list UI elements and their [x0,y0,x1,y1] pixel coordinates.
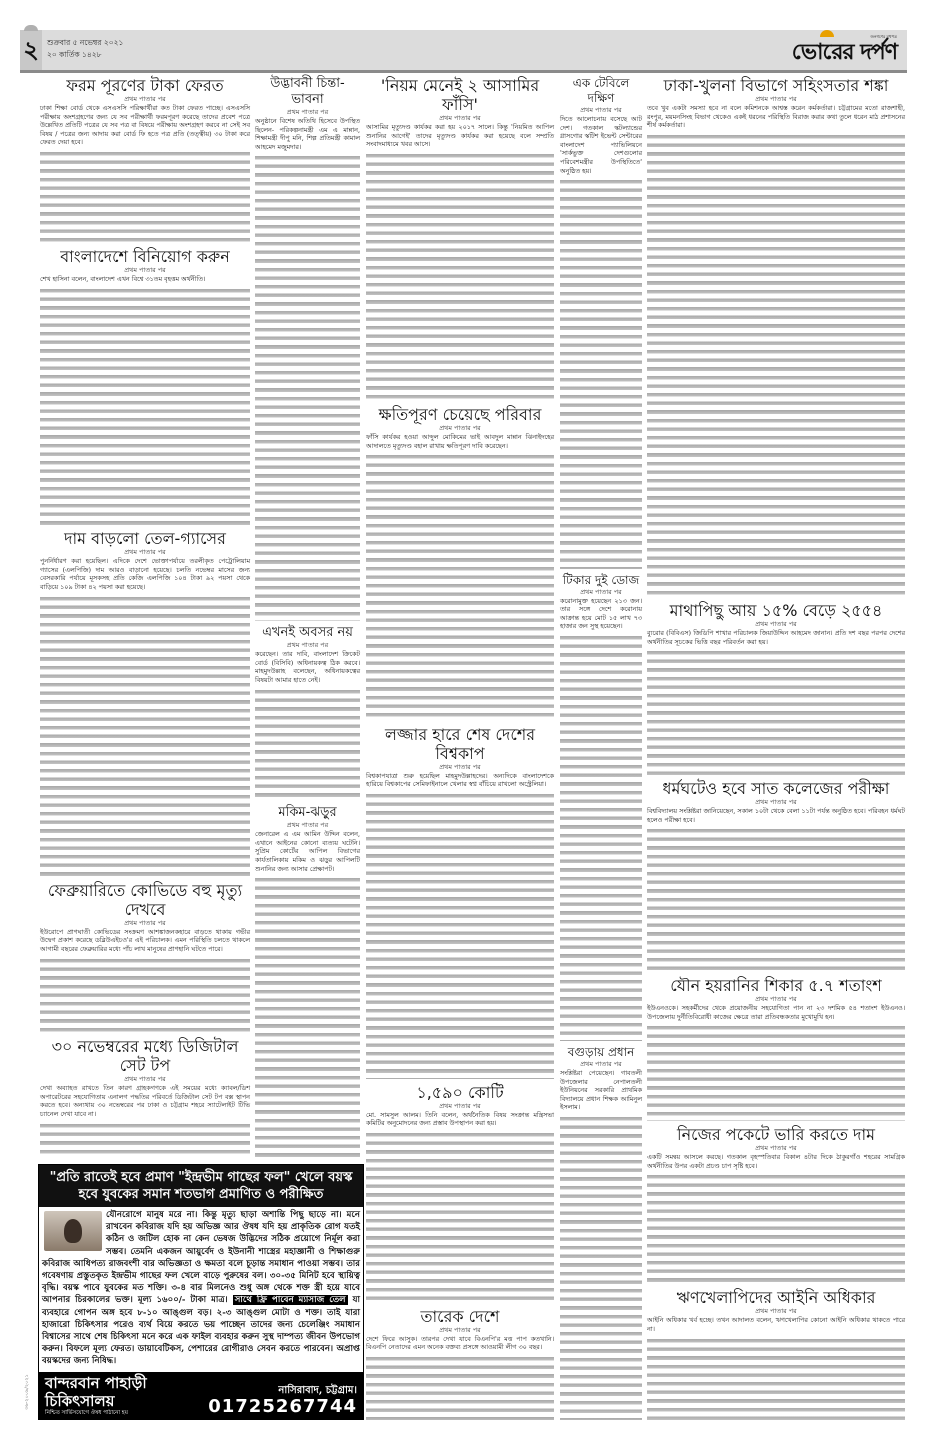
article-headline[interactable]: ফরম পূরণের টাকা ফেরত [66,76,224,95]
article-headline[interactable]: ১,৫৯০ কোটি [416,1082,504,1102]
article-headline[interactable]: মাথাপিছু আয় ১৫% বেড়ে ২৫৫৪ [669,601,883,621]
article-body: দেশে ফিরে আসুক। তারপর দেখা যাবে বিএনপি'র মত্ত পাপ কতখানি। বিএনপি নেতাদের এমন অনেক বক্তব্য প্রসঙ্গে আওয়ামী লীগ ৩০ বছর। [366,1334,554,1352]
article-body: একটি সমন্বয় আসলে করছে। গতকাল বৃহস্পতিবার বিকাল ৪টার দিকে ঠাকুরগাঁও শহরের সামগ্রিক অর্থনীতির উপর একটা প্রচণ্ড চাপ সৃষ্টি হবে। [647,1153,905,1170]
continued-label: প্রথম পাতার পর [580,106,622,114]
article-headline[interactable]: বগুড়ায় প্রধান [567,1045,635,1060]
article-invest [40,247,250,525]
page-header [20,30,907,73]
column-a [40,76,250,1158]
article-text-lines [647,1336,905,1420]
article-crore [366,1083,554,1303]
article-text-lines [560,1114,642,1420]
article-text-lines [560,177,642,569]
ad-body-end: যা ব্যবহারে গোপন অঙ্গ হবে ৮-১০ আঙ্গুল বড়। ২-৩ আঙ্গুল মোটা ও শক্ত। তাই যারা হাজারো চিকিৎসার পরেও ব্যর্থ বিয়ে করতে ভয় পাচ্ছেন তাদের জন্য চেলেঞ্জিং সমাধান বিশ্বাসের সাথে শেষ চিকিৎসা মনে করে এক ফাইল ব্যবহার করুন সুস্থ দাম্পত্য জীবন উপভোগ করুন। বিফলে মূল্য ফেরত। ডায়াবেটিকস, পেশারের রোগীরাও সেবন করতে পারবেন। অপ্রাপ্ত বয়স্কদের জন্য নিষিদ্ধ। [42,1295,361,1367]
article-headline[interactable]: লজ্জার হারে শেষ দেশের বিশ্বকাপ [384,724,536,763]
article-text-lines [366,452,554,720]
article-bogura [560,1045,642,1420]
article-body: অনুষ্ঠানে বিশেষ অতিথি হিসেবে উপস্থিত ছিলেন- পরিকল্পনামন্ত্রী এম এ মান্নান, শিক্ষামন্ত্রী দীপু মনি, শিল্প প্রতিমন্ত্রী কামাল আহমেদ মজুমদার। [255,117,360,151]
clinic-subtitle: নিশ্চিত সার্ভিসযোগে ঔষধ পাঠানো হয় [45,1409,128,1416]
logo-tagline: জনগণের মুখপত্র [870,34,897,39]
column-c [366,76,554,1420]
continued-label: প্রথম পাতার পর [124,1075,166,1084]
article-body: ব্যুরোর (বিবিএস) জিডিপি শাখার পরিচালক জিয়াউদ্দিন আহমেদ জানান। প্রতি দশ বছর পরপর দেশের অর্থনীতির সূচকের ভিত্তি বছর পরিবর্তন করা হয়। [647,629,905,646]
article-text-lines [40,1121,250,1159]
sun-icon [820,30,834,37]
article-headline[interactable]: বাংলাদেশে বিনিয়োগ করুন [60,247,230,267]
continued-label: প্রথম পাতার পর [439,1101,481,1110]
article-body: ফাঁসি কার্যকর হওয়া আব্দুল মোকিমের ভাই আবদুল মান্নান ঝিনাইদহের আদালতে মৃত্যুদণ্ড বহাল রাখায় ক্ষতিপূরণ দাবি করেছেন। [366,433,554,450]
article-body: দিতে আলোচনায় বসেছে আট দেশ। গতকাল স্কটল্যান্ডের গ্লাসগোর স্কটিশ ইভেন্ট সেন্টারের বাংলাদেশ প্যাভিলিয়নে 'সার্কভুক্ত দেশগুলোর পরিবেশমন্ত্রীর উপস্থিতিতে' অনুষ্ঠিত হয়। [560,115,642,175]
clinic-address: নাসিরাবাদ, চট্টগ্রাম। [278,1384,357,1396]
continued-label: প্রথম পাতার পর [124,548,166,557]
article-settop [40,1037,250,1158]
newspaper-logo [792,34,897,65]
article-text-lines [255,687,360,802]
article-body: মো. সামসুল আলম। তিনি বলেন, অর্থনৈতিক বিষয় সংক্রান্ত মন্ত্রিসভা কমিটির অনুমোদনের জন্য প্রস্তাব উপস্থাপন করা হয়। [366,1110,554,1128]
article-text-lines [647,1172,905,1284]
article-text-lines [647,648,905,775]
continued-label: প্রথম পাতার পর [286,108,329,116]
article-text-lines [366,151,554,401]
article-text-lines [560,633,642,1041]
article-body: জেনারেল এ এম আমিন উদ্দিন বলেন, এখানে আইনের কোনো ব্যত্যয় ঘটেনি। সুপ্রিম কোর্টের আপিল বিভাগের কার্যতালিকায় মকিম ও ঝড়ুর আপিলটি শুনানির জন্য আসার প্রেক্ষাপট। [255,830,360,873]
article-body: ঢাকা শিক্ষা বোর্ড থেকে এসএসসি পরিক্ষার্থীরা কত টাকা ফেরত পাচ্ছে। এসএসসি পরীক্ষায় অংশগ্রহণের জন্য যে সব পরীক্ষার্থী ফরমপূরণ করেছে তাদের প্রবেশ পত্রে উল্লেখিত প্রতিটি পত্রের যে সব পত্র বা বিষয়ে পরীক্ষায় অংশগ্রহণ করবে না সেই সব বিষয় / পত্রের জন্য আদায় করা বোর্ড ফি হতে পত্র প্রতি (তত্ত্বীয়) ৩০ টাকা করে ফেরত দেয়া হবে। [40,104,250,147]
date-bengali: ২০ কার্তিক ১৪২৮ [47,50,102,59]
article-table [560,76,642,569]
column-b [255,76,360,1158]
article-headline[interactable]: টিকার দুই ডোজ [562,572,640,587]
article-body: বিশ্ববিদ্যালয় সংশ্লিষ্টরা জানিয়েছেন, সকাল ১০টা থেকে বেলা ১১টা পর্যন্ত অনুষ্ঠিত হবে। পরিবহন ধর্মঘট হলেও পরীক্ষা হবে। [647,807,905,824]
ad-highlight: সাথে ফ্রি পাবেন ম্যাসাজ তেল [234,1295,346,1306]
article-text-lines [40,594,250,877]
article-text-lines [255,153,360,621]
article-headline[interactable]: ক্ষতিপূরণ চেয়েছে পরিবার [378,405,542,425]
article-body: দেখা অব্যাহত রাখতে তিন কারণ গ্রাহকগণকে এই সময়ের মধ্যে ক্যাবল/ডিশ অপারেটরের সহযোগিতায় এনালগ পদ্ধতির পরিবর্তে ডিজিটাল সেট টপ বক্স স্থাপন করতে হবে। অন্যথায় ৩০ নভেম্বরের পর ঢাকা ও চট্টগ্রাম শহরে স্যাটেলাইট টিভি চ্যানেল দেখা যাবে না। [40,1084,250,1118]
article-body: শেখ হাসিনা বলেন, বাংলাদেশ এখন বিশ্বে ৩১তম বৃহত্তম অর্থনীতি। [40,275,206,284]
article-text-lines [40,149,250,243]
article-text-lines [647,132,905,597]
ad-headline: "প্রতি রাতেই হবে প্রমাণ "ইন্দ্রভীম গাছের ফল" খেলে বয়স্ক হবে যুবকের সমান শতভাগ প্রমাণিত ও পরীক্ষিত [39,1165,363,1207]
article-headline[interactable]: ধর্মঘটেও হবে সাত কলেজের পরীক্ষা [662,779,890,799]
article-text-lines [647,826,905,972]
logo-text: ভোরের দর্পণ [791,39,897,65]
date-gregorian: শুক্রবার ৫ নভেম্বর ২০২১ [47,38,124,47]
article-headline[interactable]: তারেক দেশে [420,1306,500,1326]
clinic-phone: 01725267744 [208,1395,357,1417]
column-e [647,76,905,1420]
page-number: ২ [20,30,42,70]
article-retire [255,625,360,801]
article-harass [647,976,905,1121]
article-headline[interactable]: ঋণখেলাপিদের আইনি অধিকার [676,1288,876,1308]
continued-label: প্রথম পাতার পর [124,266,166,275]
article-body: ইউরোপে প্রাণঘাতী কোভিডের সংক্রমণ আশঙ্কাজনকহারে বাড়তে থাকায় গভীর উদ্বেগ প্রকাশ করেছে ডব্লিউএইচও'র এই পরিচালক। এমন পরিস্থিতি চলতে থাকলে আগামী বছরের ফেব্রুয়ারির মধ্যে পাঁচ লাখ মানুষের প্রাণহানি ঘটতে পারে। [40,927,250,953]
continued-label: প্রথম পাতার পর [755,95,797,103]
article-headline[interactable]: মকিম-ঝড়ুর [278,805,337,821]
continued-label: প্রথম পাতার পর [439,424,481,433]
article-body: আসামির মৃত্যুদণ্ড কার্যকর করা হয় ২০১৭ সালে। কিন্তু 'নিয়মিত আপিল শুনানির আগেই' তাদের মৃত্যুদণ্ড কার্যকর করা হয়েছে বলে সম্প্রতি সংবাদমাধ্যমে খবর আসে। [366,123,554,149]
article-body: তবে খুব একটা সমস্যা হবে না বলে কমিশনকে আশ্বস্ত করেন কর্মকর্তারা। চট্টগ্রামের মতো রাজশাহী, রংপুর, ময়মনসিংহ বিভাগ থেকেও একই ধরনের পরিস্থিতি বিরাজ করার কথা তুলে ধরেন মাঠ প্রশাসনের শীর্ষ কর্মকর্তারা। [647,104,905,130]
article-text-lines [255,875,360,1158]
article-headline[interactable]: ঢাকা-খুলনা বিভাগে সহিংসতার শঙ্কা [663,76,889,95]
continued-label: প্রথম পাতার পর [580,587,622,596]
continued-label: প্রথম পাতার পর [755,620,797,629]
article-vaccine [560,573,642,1041]
continued-label: প্রথম পাতার পর [124,95,166,103]
article-khoti [366,405,554,721]
continued-label: প্রথম পাতার পর [755,798,797,807]
article-text-lines [40,286,250,525]
continued-label: প্রথম পাতার পর [439,114,481,122]
clinic-name: বান্দরবান পাহাড়ী চিকিৎসালয় [45,1373,147,1410]
article-headline[interactable]: এখনই অবসর নয় [262,625,353,641]
continued-label: প্রথম পাতার পর [286,641,329,650]
ad-body-start: যৌনরোগে মানুষ মরে না। কিন্তু মৃত্যু ছাড়া অশান্তি পিছু ছাড়ে না। মনে রাখবেন কবিরাজ যদি হয় অভিজ্ঞ আর ঔষধ যদি হয় প্রাকৃতিক রোগ যতই কঠিন ও জটিল হোক না কেন ভেষজ উদ্ভিদের সঠিক প্রয়োগে নির্মূল করা সম্ভব। তেমনি একজন আয়ুর্বেদ ও ইউনানী শাস্ত্রের মহাজ্ঞানী ও শিক্ষাগুরু কবিরাজ আধিপত্য রাজবংশী বার অভিজ্ঞতা ও ক্ষমতা বলে চূড়ান্ত সমাধান পাওয়া সম্ভব। তার গবেষণায় প্রস্তুতকৃত ইন্দ্রভীম গাছের ফল খেলে বাড়ে পুরুষের বল। ৩০-৩৫ মিনিট হবে স্থায়িত্ব বৃদ্ধি। বয়স্ক পাবে যুবকের মত শক্তি। ৩-৪ বার মিলনেও শুধু অঙ্গ থেকে শক্ত স্ত্রী হয়ে যাবে আপনার চিরকালের ভক্ত। মূল্য ১৬০০/- টাকা মাত্র। [42,1210,360,1306]
continued-label: প্রথম পাতার পর [439,762,481,771]
ad-code: ৩৬-২০০৯/২০২১ [24,1374,30,1410]
article-body: ইউএনওকে। সহকর্মীদের থেকে প্রয়োজনীয় সহযোগিতা পান না ২৩ দশমিক ৫৪ শতাংশ ইউএনও। উপজেলায় দুর্নীতিবিরোধী কাজের ক্ষেত্রে তারা প্রতিবন্ধকতার মুখোমুখি হন। [647,1004,905,1021]
article-headline[interactable]: উদ্ভাবনী চিন্তা-ভাবনা [270,76,345,107]
date-block [47,37,123,61]
article-text-lines [366,1354,554,1420]
article-income [647,601,905,775]
article-worldcup [366,725,554,1079]
article-gas [40,529,250,877]
continued-label: প্রথম পাতার পর [124,918,166,927]
article-niyom [366,76,554,401]
article-dhaka [647,76,905,597]
continued-label: প্রথম পাতার পর [755,1144,797,1153]
article-text-lines [40,956,250,1034]
article-body: পুনর্নির্ধারণ করা হয়েছিল। এদিকে দেশে ভোক্তাপর্যায়ে তরলীকৃত পেট্রোলিয়াম গ্যাসের (এলপিজি) দাম আরও বাড়ানো হয়েছে। চলতি নভেম্বর মাসের জন্য বেসরকারি পর্যায়ে মূসকসহ প্রতি কেজি এলপিজি ১০৪ টাকা ৯২ পয়সা থেকে বাড়িয়ে ১০৯ টাকা ৪২ পয়সা করা হয়েছে। [40,557,250,591]
continued-label: প্রথম পাতার পর [439,1325,481,1334]
article-mokim [255,805,360,1158]
article-text-lines [647,1023,905,1121]
article-headline[interactable]: ফেব্রুয়ারিতে কোভিডে বহু মৃত্যু দেখবে [47,880,243,919]
article-body: সংশ্লিষ্টরা পেয়েছেন। গাবতলী উপজেলার নেপালতলী ইউনিয়নের সরকারি প্রাথমিক বিদ্যালয়ে প্রধান শিক্ষক আমিনুল ইসলাম। [560,1069,642,1112]
article-headline[interactable]: নিজের পকেটে ভারি করতে দাম [677,1125,875,1145]
article-body: করেছেন। তার দাবি, বাংলাদেশ ক্রিকেট বোর্ড (বিসিবি) অধিনায়কত্ব ঠিক করবে। মাহমুদউল্লাহ বলেছেন, অধিনায়কত্বের বিষয়টা আমার হাতে নেই। [255,650,360,684]
continued-label: প্রথম পাতার পর [580,1060,622,1069]
continued-label: প্রথম পাতার পর [286,821,329,830]
continued-label: প্রথম পাতার পর [755,1307,797,1316]
article-text-lines [366,1130,554,1303]
article-tarek [366,1307,554,1420]
article-headline[interactable]: এক টেবিলে দক্ষিণ [572,76,630,105]
advertisement [38,1164,364,1420]
article-loan [647,1288,905,1420]
ad-footer [39,1372,363,1419]
article-innov [255,76,360,621]
article-body: বিশ্বকাপযাত্রা শুরু হয়েছিল মাহমুদউল্লাহদের। অন্যদিকে বাংলাদেশকে হারিয়ে বিশ্বকাপের সেমিফাইনালে খেলার স্বপ্ন বাঁচিয়ে রাখলো অস্ট্রেলিয়া। [366,771,554,789]
article-exam [647,779,905,972]
article-pocket [647,1125,905,1284]
column-d [560,76,642,1420]
article-text-lines [366,791,554,1079]
article-form [40,76,250,243]
ad-body [39,1207,363,1372]
ad-photo [44,1211,102,1251]
article-headline[interactable]: যৌন হয়রানির শিকার ৫.৭ শতাংশ [670,976,882,996]
article-headline[interactable]: ৩০ নভেম্বরের মধ্যে ডিজিটাল সেট টপ [51,1037,239,1076]
article-covid [40,881,250,1033]
article-body: আইনি অধিকার খর্ব হচ্ছে। তখন আদালত বলেন, ঋণখেলাপির কোনো আইনি অধিকার থাকতে পারে না। [647,1316,905,1333]
article-headline[interactable]: দাম বাড়লো তেল-গ্যাসের [64,529,226,549]
article-headline[interactable]: 'নিয়ম মেনেই ২ আসামির ফাঁসি' [380,76,540,114]
article-body: করোনামুক্ত হয়েছেন ২১৩ জন। তার সঙ্গে দেশে করোনায় আক্রান্ত হয়ে মোট ১৫ লাখ ৭৩ হাজার জন সুস্থ হয়েছেন। [560,596,642,631]
continued-label: প্রথম পাতার পর [755,995,797,1004]
